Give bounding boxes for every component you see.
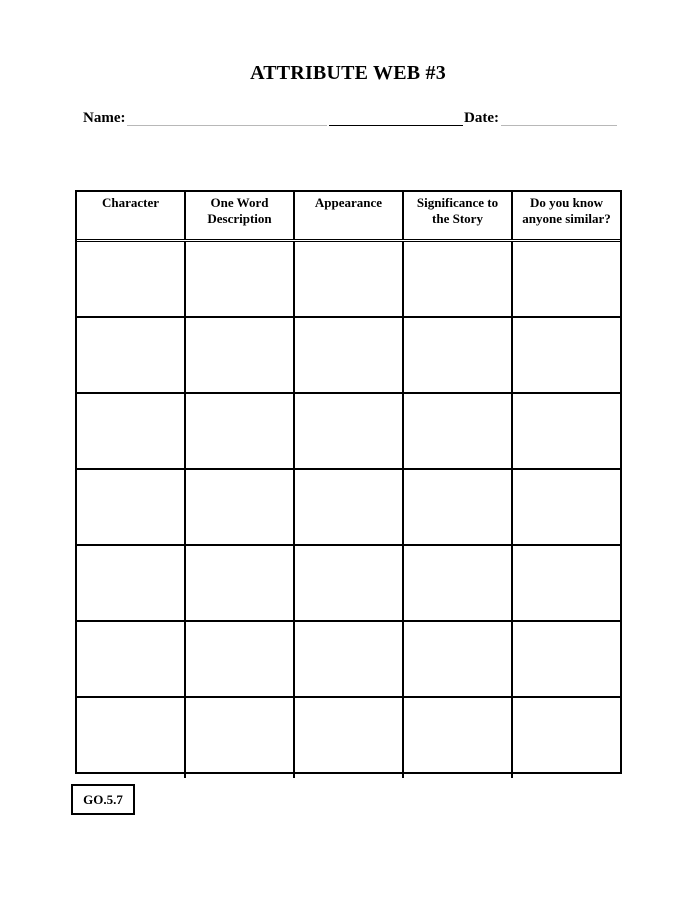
table-cell[interactable] bbox=[404, 622, 513, 696]
header-character: Character bbox=[77, 192, 186, 239]
table-cell[interactable] bbox=[186, 546, 295, 620]
table-cell[interactable] bbox=[295, 546, 404, 620]
table-cell[interactable] bbox=[295, 698, 404, 778]
table-cell[interactable] bbox=[77, 698, 186, 778]
table-cell[interactable] bbox=[513, 470, 620, 544]
table-cell[interactable] bbox=[404, 698, 513, 778]
table-cell[interactable] bbox=[404, 242, 513, 316]
table-cell[interactable] bbox=[295, 394, 404, 468]
attribute-table bbox=[75, 190, 622, 774]
name-label: Name: bbox=[83, 110, 126, 126]
table-cell[interactable] bbox=[77, 318, 186, 392]
page-title: ATTRIBUTE WEB #3 bbox=[250, 62, 446, 84]
table-row bbox=[77, 394, 620, 470]
table-cell[interactable] bbox=[186, 318, 295, 392]
table-cell[interactable] bbox=[77, 242, 186, 316]
table-cell[interactable] bbox=[295, 622, 404, 696]
table-cell[interactable] bbox=[186, 698, 295, 778]
table-cell[interactable] bbox=[513, 242, 620, 316]
header-anyone-similar: Do you know anyone similar? bbox=[522, 195, 611, 226]
table-row bbox=[77, 622, 620, 698]
table-cell[interactable] bbox=[186, 470, 295, 544]
table-row bbox=[77, 546, 620, 622]
table-cell[interactable] bbox=[513, 318, 620, 392]
table-cell[interactable] bbox=[77, 394, 186, 468]
date-label: Date: bbox=[464, 110, 499, 126]
name-field[interactable] bbox=[127, 125, 327, 126]
header-appearance: Appearance bbox=[295, 192, 404, 239]
table-cell[interactable] bbox=[513, 622, 620, 696]
table-cell[interactable] bbox=[77, 546, 186, 620]
table-cell[interactable] bbox=[295, 242, 404, 316]
table-cell[interactable] bbox=[77, 622, 186, 696]
table-cell[interactable] bbox=[186, 242, 295, 316]
table-row bbox=[77, 318, 620, 394]
header-one-word-description: One Word Description bbox=[186, 192, 295, 239]
header-significance: Significance to the Story bbox=[404, 192, 513, 239]
date-field[interactable] bbox=[501, 125, 617, 126]
name-date-line bbox=[83, 109, 617, 131]
table-cell[interactable] bbox=[404, 470, 513, 544]
table-cell[interactable] bbox=[513, 546, 620, 620]
table-cell[interactable] bbox=[404, 318, 513, 392]
table-cell[interactable] bbox=[295, 470, 404, 544]
form-code-badge: GO.5.7 bbox=[71, 784, 135, 815]
table-cell[interactable] bbox=[404, 546, 513, 620]
table-cell[interactable] bbox=[404, 394, 513, 468]
table-cell[interactable] bbox=[186, 622, 295, 696]
table-row bbox=[77, 242, 620, 318]
table-header-row bbox=[77, 192, 620, 239]
table-body bbox=[77, 242, 620, 778]
table-cell[interactable] bbox=[295, 318, 404, 392]
table-cell[interactable] bbox=[77, 470, 186, 544]
table-cell[interactable] bbox=[513, 698, 620, 778]
name-field-extension[interactable] bbox=[329, 125, 463, 126]
table-cell[interactable] bbox=[513, 394, 620, 468]
table-cell[interactable] bbox=[186, 394, 295, 468]
table-row bbox=[77, 698, 620, 778]
table-row bbox=[77, 470, 620, 546]
